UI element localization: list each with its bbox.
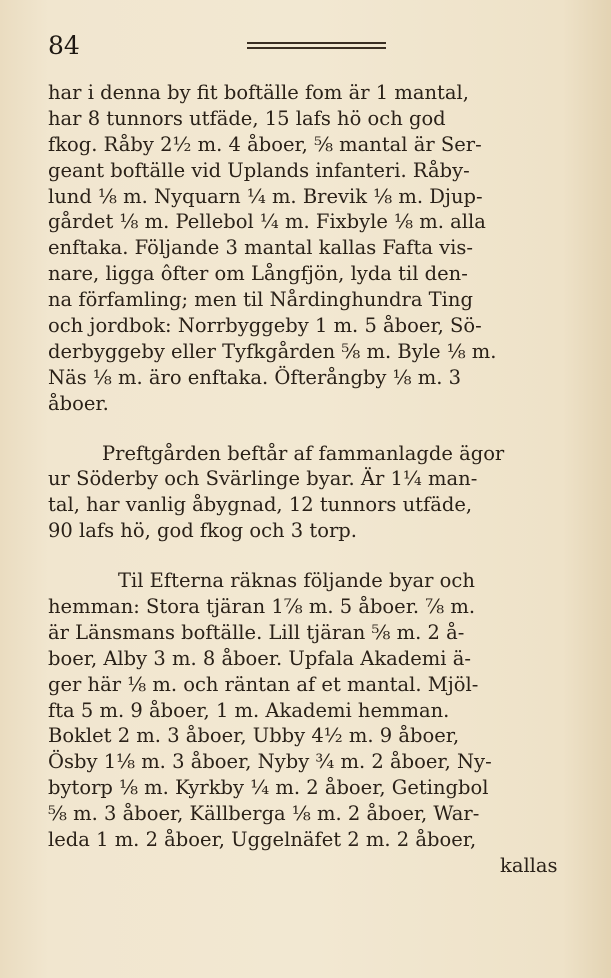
text-line: gårdet ⅛ m. Pellebol ¼ m. Fixbyle ⅛ m. alla	[48, 210, 486, 234]
paragraph-3	[48, 568, 568, 879]
text-line: har 8 tunnors utfäde, 15 lafs hö och god	[48, 106, 446, 130]
text-line: derbyggeby eller Tyfkgården ⅝ m. Byle ⅛ m.	[48, 339, 497, 363]
text-line: fta 5 m. 9 åboer, 1 m. Akademi hemman.	[48, 698, 450, 722]
text-line: Preftgården beftår af fammanlagde ägor	[102, 441, 505, 465]
text-line: nare, ligga ôfter om Långfjön, lyda til den-	[48, 262, 468, 286]
text-line: och jordbok: Norrbyggeby 1 m. 5 åboer, Sö-	[48, 314, 482, 338]
text-line: geant boftälle vid Uplands infanteri. Råby-	[48, 158, 470, 182]
text-line: 90 lafs hö, god fkog och 3 torp.	[48, 519, 357, 543]
text-line: har i denna by fit boftälle fom är 1 mantal,	[48, 81, 469, 104]
text-line: fkog. Råby 2½ m. 4 åboer, ⅝ mantal är Ser-	[48, 132, 482, 156]
page-header	[48, 32, 348, 62]
text-line: hemman: Stora tjäran 1⅞ m. 5 åboer. ⅞ m.	[48, 595, 476, 619]
text-line: kallas	[500, 853, 558, 877]
paragraph-1	[48, 80, 568, 417]
text-line: Näs ⅛ m. äro enftaka. Öfterångby ⅛ m. 3	[48, 365, 462, 389]
page-number: 84	[48, 31, 80, 60]
text-line: na förfamling; men til Nårdinghundra Ting	[48, 288, 473, 312]
text-line: ger här ⅛ m. och räntan af et mantal. Mjöl-	[48, 672, 479, 696]
text-line: Ösby 1⅛ m. 3 åboer, Nyby ¾ m. 2 åboer, Ny-	[48, 750, 492, 774]
text-line: leda 1 m. 2 åboer, Uggelnäfet 2 m. 2 åboer,	[48, 828, 477, 852]
body-text	[48, 80, 568, 879]
text-line: tal, har vanlig åbygnad, 12 tunnors utfäde,	[48, 493, 473, 517]
text-line: är Länsmans boftälle. Lill tjäran ⅝ m. 2 å-	[48, 620, 465, 644]
text-line: bytorp ⅛ m. Kyrkby ¼ m. 2 åboer, Getingbol	[48, 776, 489, 800]
text-line: Boklet 2 m. 3 åboer, Ubby 4½ m. 9 åboer,	[48, 724, 460, 748]
text-line: åboer.	[48, 391, 109, 415]
text-line: ur Söderby och Svärlinge byar. Är 1¼ man-	[48, 467, 478, 491]
text-line: Til Efterna räknas följande byar och	[118, 569, 475, 593]
header-rule	[247, 42, 386, 49]
text-line: boer, Alby 3 m. 8 åboer. Upfala Akademi ä-	[48, 646, 471, 670]
text-line: ⅝ m. 3 åboer, Källberga ⅛ m. 2 åboer, War-	[48, 802, 480, 826]
text-line: enftaka. Följande 3 mantal kallas Fafta vis-	[48, 236, 473, 260]
paragraph-2	[48, 441, 568, 545]
text-line: lund ⅛ m. Nyquarn ¼ m. Brevik ⅛ m. Djup-	[48, 184, 483, 208]
